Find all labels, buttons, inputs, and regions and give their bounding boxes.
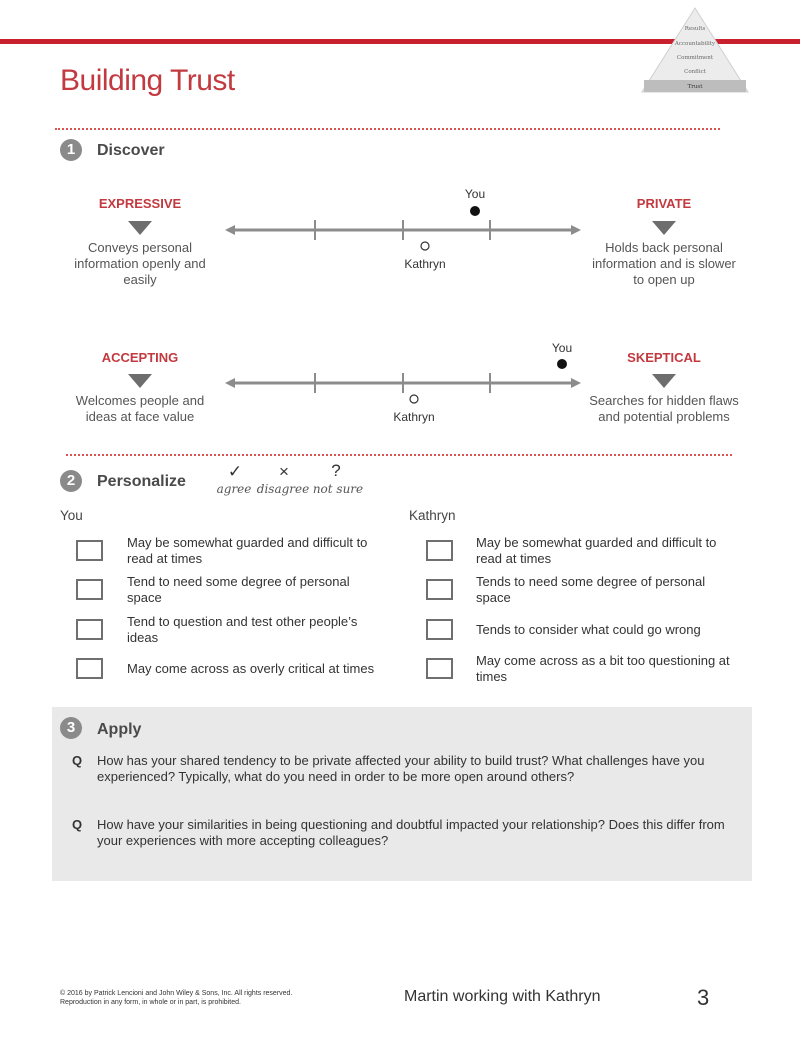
down-arrow-icon xyxy=(652,374,676,388)
scale-2-you-label: You xyxy=(551,341,573,355)
you-statement-1: May be somewhat guarded and difficult to read at times xyxy=(127,535,368,566)
section-1-number: 1 xyxy=(60,139,82,161)
scale-1-kathryn-marker xyxy=(419,240,431,252)
scale-1-you-label: You xyxy=(464,187,486,201)
kathryn-statement-2-checkbox[interactable] xyxy=(426,579,453,600)
scale-1-line xyxy=(225,215,581,245)
kathryn-column-heading: Kathryn xyxy=(409,508,456,523)
legend-agree: agree xyxy=(216,482,252,496)
kathryn-statement-3-checkbox[interactable] xyxy=(426,619,453,640)
copyright-line-2: Reproduction in any form, in whole or in part, is prohibited. xyxy=(60,999,241,1006)
scale-1-left-trait: EXPRESSIVE xyxy=(98,196,182,211)
you-statement-4: May come across as overly critical at times xyxy=(127,661,375,676)
section-divider xyxy=(66,454,732,456)
scale-1-kathryn-label: Kathryn xyxy=(404,257,446,271)
down-arrow-icon xyxy=(128,374,152,388)
scale-2-right-description: Searches for hidden flaws and potential problems xyxy=(589,393,739,424)
scale-2-you-marker xyxy=(556,358,568,370)
question-2-label: Q xyxy=(72,817,83,832)
kathryn-statement-4: May come across as a bit too questioning at times xyxy=(476,653,730,684)
down-arrow-icon xyxy=(652,221,676,235)
kathryn-statement-4-checkbox[interactable] xyxy=(426,658,453,679)
kathryn-statement-1: May be somewhat guarded and difficult to read at times xyxy=(476,535,717,566)
pyramid-level-1: Results xyxy=(684,26,706,32)
pyramid-level-3: Commitment xyxy=(676,55,714,61)
section-2-title: Personalize xyxy=(97,473,186,490)
scale-2-left-trait: ACCEPTING xyxy=(101,350,179,365)
scale-1-right-description: Holds back personal information and is slower to open up xyxy=(592,240,736,287)
scale-2-right-trait: SKEPTICAL xyxy=(627,350,701,365)
section-2-number: 2 xyxy=(60,470,82,492)
page-title: Building Trust xyxy=(60,64,235,97)
kathryn-statement-1-checkbox[interactable] xyxy=(426,540,453,561)
question-mark-icon: ? xyxy=(331,461,341,480)
copyright xyxy=(60,989,292,1007)
question-1: How has your shared tendency to be private affected your ability to build trust? What challenges have you experienced? Typically, what do you need in order to be more open around others? xyxy=(97,753,705,784)
section-3-title: Apply xyxy=(97,721,142,738)
pyramid-level-5: Trust xyxy=(687,84,703,90)
question-2: How have your similarities in being questioning and doubtful impacted your relationship? Does this differ from your experiences with more accepting colleagues? xyxy=(97,817,725,848)
legend-disagree: disagree xyxy=(256,482,310,496)
pyramid-level-4: Conflict xyxy=(684,69,706,75)
pyramid-level-2: Accountability xyxy=(674,41,716,47)
you-statement-2: Tend to need some degree of personal space xyxy=(127,574,350,605)
you-statement-2-checkbox[interactable] xyxy=(76,579,103,600)
scale-2-left-description: Welcomes people and ideas at face value xyxy=(75,393,205,424)
scale-1-you-marker xyxy=(469,205,481,217)
checkmark-icon: ✓ xyxy=(227,462,243,481)
you-statement-3: Tend to question and test other people’s ideas xyxy=(127,614,358,645)
scale-2-kathryn-marker xyxy=(408,393,420,405)
question-1-label: Q xyxy=(72,753,83,768)
you-statement-4-checkbox[interactable] xyxy=(76,658,103,679)
footer-report-name: Martin working with Kathryn xyxy=(404,988,601,1005)
section-1-title: Discover xyxy=(97,142,165,159)
section-3-number: 3 xyxy=(60,717,82,739)
you-statement-3-checkbox[interactable] xyxy=(76,619,103,640)
you-statement-1-checkbox[interactable] xyxy=(76,540,103,561)
down-arrow-icon xyxy=(128,221,152,235)
x-mark-icon: × xyxy=(279,462,289,481)
you-column-heading: You xyxy=(60,508,83,523)
apply-panel xyxy=(52,707,752,881)
scale-2-line xyxy=(225,368,581,398)
kathryn-statement-3: Tends to consider what could go wrong xyxy=(476,622,701,637)
section-divider xyxy=(55,128,720,130)
scale-1-left-description: Conveys personal information openly and easily xyxy=(74,240,206,287)
page-number: 3 xyxy=(697,985,710,1010)
scale-1-right-trait: PRIVATE xyxy=(636,196,692,211)
scale-2-kathryn-label: Kathryn xyxy=(393,410,435,424)
legend-not-sure: not sure xyxy=(312,482,364,496)
copyright-line-1: © 2016 by Patrick Lencioni and John Wiley & Sons, Inc. All rights reserved. xyxy=(60,990,293,997)
five-dysfunctions-pyramid xyxy=(638,4,752,94)
kathryn-statement-2: Tends to need some degree of personal space xyxy=(476,574,706,605)
